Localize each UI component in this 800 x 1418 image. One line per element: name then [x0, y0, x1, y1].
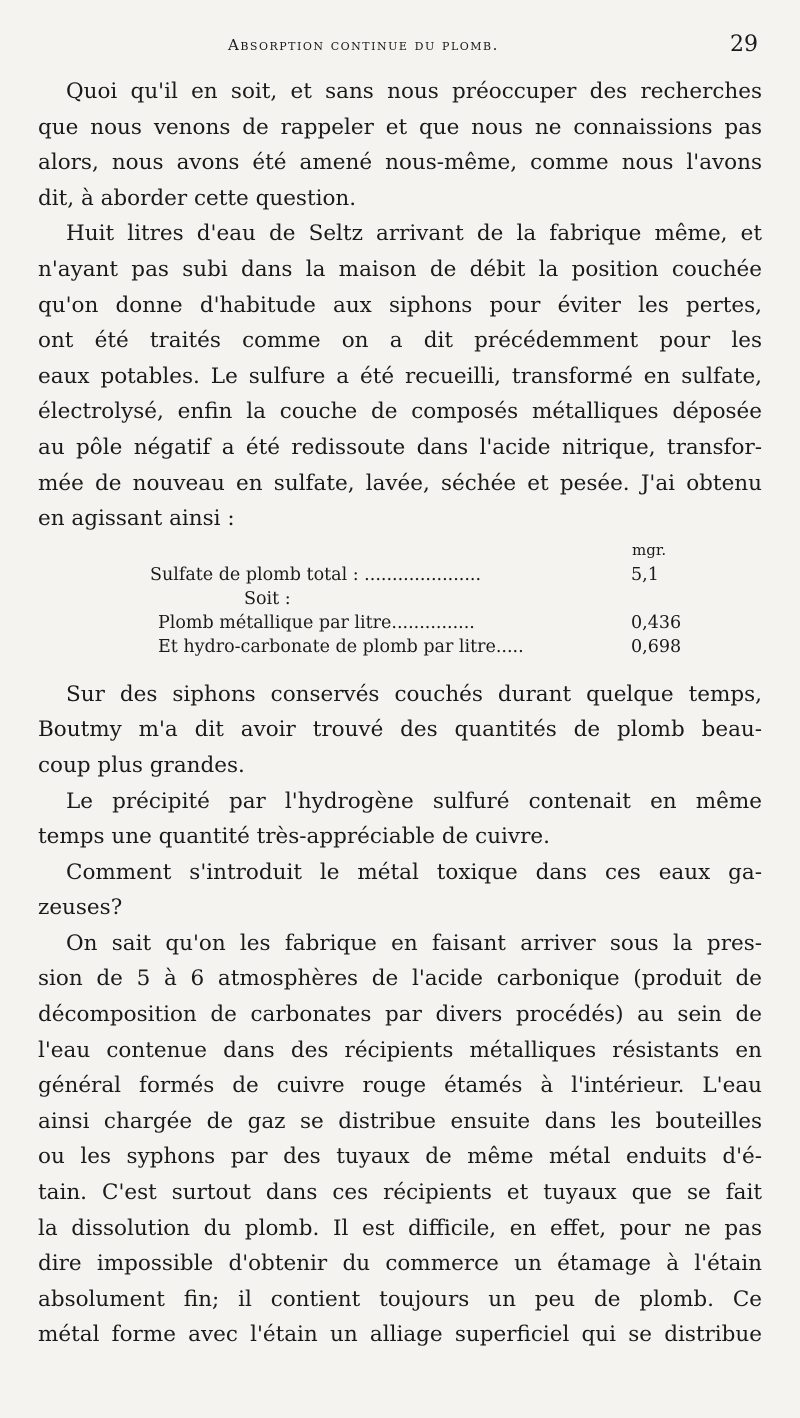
text-line: l'eau contenue dans des récipients métalliques résistants en [38, 1037, 762, 1063]
unit-label: mgr. [632, 540, 667, 559]
text-line: que nous venons de rappeler et que nous ne connaissions pas [38, 114, 762, 140]
text-line: Boutmy m'a dit avoir trouvé des quantités de plomb beau- [38, 717, 762, 743]
text-line: métal forme avec l'étain un alliage superficiel qui se distribue [38, 1322, 762, 1348]
text-line: temps une quantité très-appréciable de cuivre. [38, 824, 550, 850]
paragraph-2 [38, 216, 762, 536]
page-header [0, 32, 800, 66]
text-line: en agissant ainsi : [38, 506, 235, 532]
paragraph-3 [38, 677, 762, 784]
text-line: Huit litres d'eau de Seltz arrivant de la fabrique même, et [66, 221, 762, 247]
text-line: alors, nous avons été amené nous-même, comme nous l'avons [38, 150, 762, 176]
text-line: Sur des siphons conservés couchés durant quelque temps, [66, 681, 762, 707]
text-line: On sait qu'on les fabrique en faisant arriver sous la pres- [66, 930, 762, 956]
text-line: qu'on donne d'habitude aux siphons pour éviter les pertes, [38, 292, 762, 318]
row-value-sulfate: 5,1 [631, 564, 659, 585]
running-title: Absorption continue du plomb. [228, 36, 499, 54]
text-line: n'ayant pas subi dans la maison de débit la position couchée [38, 256, 762, 282]
text-line: zeuses? [38, 895, 123, 921]
row-value-plomb: 0,436 [631, 612, 682, 633]
text-line: eaux potables. Le sulfure a été recueilli, transformé en sulfate, [38, 363, 762, 389]
text-line: ont été traités comme on a dit précédemment pour les [38, 328, 762, 354]
text-line: dit, à aborder cette question. [38, 185, 357, 211]
text-line: tain. C'est surtout dans ces récipients et tuyaux que se fait [38, 1180, 762, 1206]
text-line: ou les syphons par des tuyaux de même métal enduits d'é- [38, 1144, 762, 1170]
text-line: Quoi qu'il en soit, et sans nous préoccuper des recherches [66, 79, 762, 104]
results-table [38, 537, 762, 677]
text-line: sion de 5 à 6 atmosphères de l'acide carbonique (produit de [38, 966, 762, 992]
text-line: coup plus grandes. [38, 752, 245, 778]
page-number: 29 [730, 32, 758, 57]
paragraph-6 [38, 926, 762, 1353]
text-line: général formés de cuivre rouge étamés à l'intérieur. L'eau [38, 1073, 762, 1099]
text-line: la dissolution du plomb. Il est difficile, en effet, pour ne pas [38, 1215, 762, 1241]
text-line: au pôle négatif a été redissoute dans l'acide nitrique, transfor- [38, 434, 762, 460]
text-line: mée de nouveau en sulfate, lavée, séchée et pesée. J'ai obtenu [38, 470, 762, 496]
text-line: électrolysé, enfin la couche de composés métalliques déposée [38, 399, 762, 425]
row-label-plomb: Plomb métallique par litre............... [158, 612, 475, 633]
row-label-sulfate: Sulfate de plomb total : ..................... [150, 564, 482, 585]
page-body [38, 74, 762, 1353]
paragraph-1 [38, 74, 762, 216]
soit-label: Soit : [244, 588, 291, 609]
text-line: Le précipité par l'hydrogène sulfuré contenait en même [66, 788, 762, 814]
paragraph-5 [38, 855, 762, 926]
row-label-hydrocarbonate: Et hydro-carbonate de plomb par litre..... [158, 636, 524, 657]
text-line: décomposition de carbonates par divers procédés) au sein de [38, 1002, 762, 1028]
text-line: dire impossible d'obtenir du commerce un étamage à l'étain [38, 1251, 762, 1277]
text-line: ainsi chargée de gaz se distribue ensuite dans les bouteilles [38, 1108, 762, 1134]
row-value-hydrocarbonate: 0,698 [631, 636, 682, 657]
text-line: absolument fin; il contient toujours un peu de plomb. Ce [38, 1286, 762, 1312]
text-line: Comment s'introduit le métal toxique dans ces eaux ga- [66, 859, 762, 885]
paragraph-4 [38, 784, 762, 855]
